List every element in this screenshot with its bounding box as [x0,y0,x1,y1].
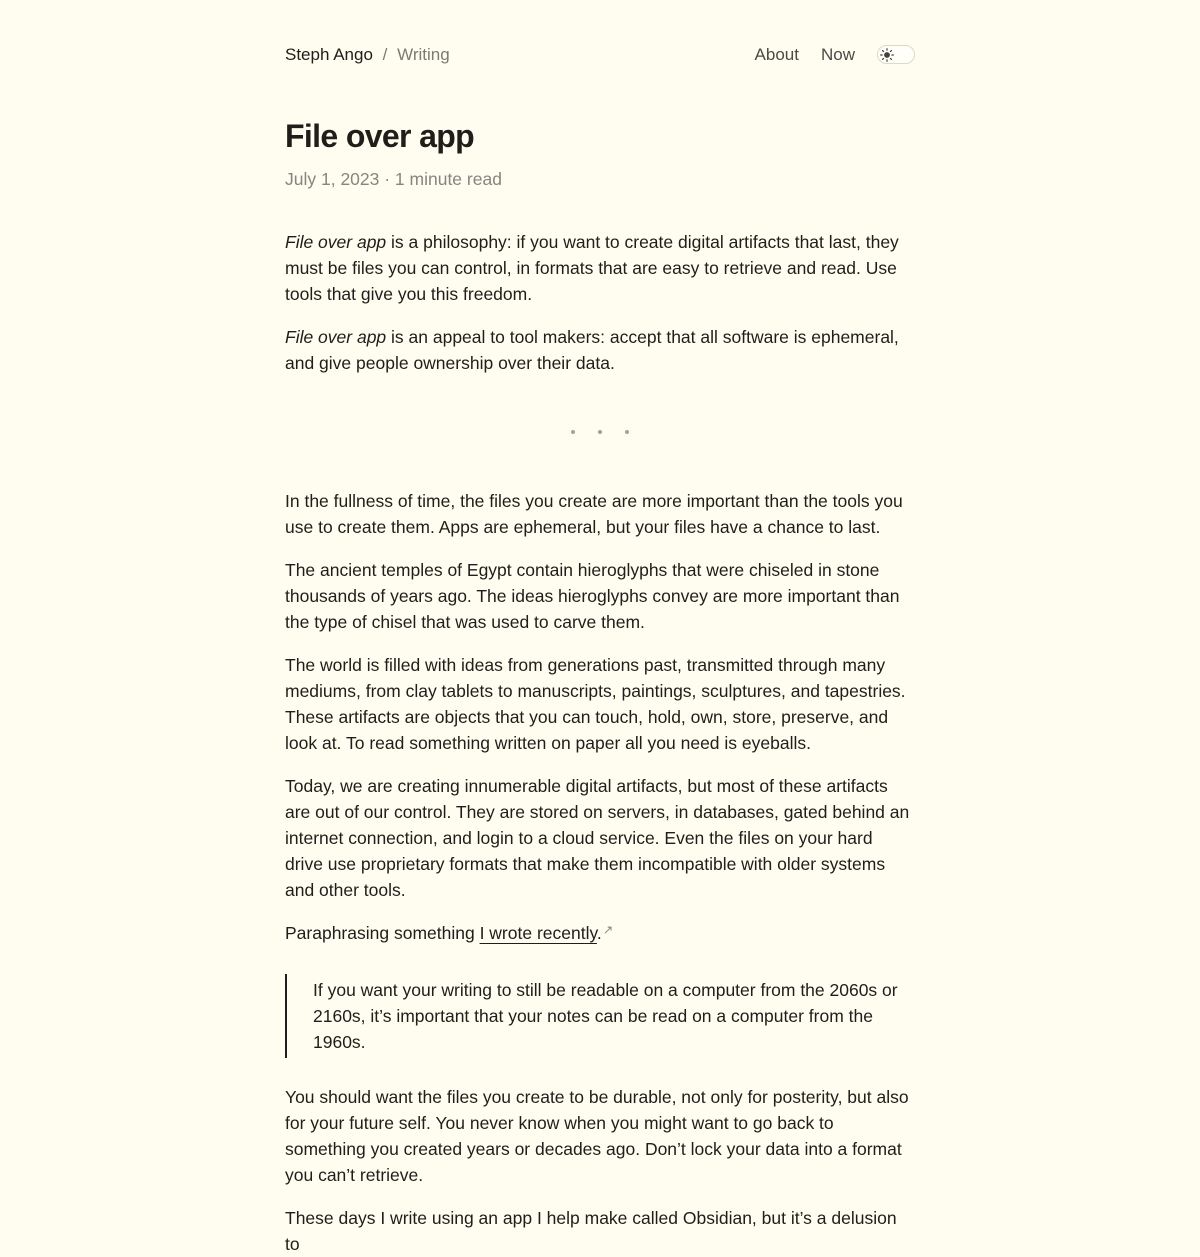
theme-toggle[interactable] [877,45,915,64]
breadcrumb [285,44,450,65]
breadcrumb-section-writing[interactable]: Writing [397,45,450,64]
section-divider [285,430,915,434]
paragraph: In the fullness of time, the files you create are more important than the tools you use to create them. Apps are ephemeral, but your files have a chance to last. [285,491,903,537]
paragraph-text: . [596,923,602,943]
blockquote [285,974,915,1058]
article-meta: July 1, 2023 · 1 minute read [285,169,502,189]
breadcrumb-separator: / [382,45,388,64]
external-link-arrow-icon: ↗ [602,923,614,937]
blockquote-text: If you want your writing to still be readable on a computer from the 2060s or 2160s, it’s important that your notes can be read on a computer from the 1960s. [313,980,898,1052]
paragraph: The ancient temples of Egypt contain hieroglyphs that were chiseled in stone thousands of years ago. The ideas hieroglyphs convey are more important than the type of chisel that was used to carve them. [285,560,900,632]
paragraph: These days I write using an app I help make called Obsidian, but it’s a delusion to [285,1208,897,1254]
paragraph-with-link [285,920,915,948]
paragraph [285,229,915,307]
sun-icon [880,48,894,62]
divider-dot [625,430,629,434]
paragraph-text: is a philosophy: if you want to create digital artifacts that last, they must be files you can control, in formats that are easy to retrieve and read. Use tools that give you this freedom. [285,232,899,304]
article-body [285,229,915,1257]
paragraph: The world is filled with ideas from generations past, transmitted through many mediums, from clay tablets to manuscripts, paintings, sculptures, and tapestries. These artifacts are objects that you can touch, hold, own, store, preserve, and look at. To read something written on paper all you need is eyeballs. [285,655,906,753]
main-content [285,117,915,1257]
link-i-wrote-recently[interactable]: I wrote recently [479,923,597,943]
page-title: File over app [285,118,475,154]
italic-lead: File over app [285,232,387,252]
site-name-link[interactable]: Steph Ango [285,45,373,64]
paragraph-text: Paraphrasing something [285,923,480,943]
italic-lead: File over app [285,327,387,347]
divider-dot [571,430,575,434]
paragraph: Today, we are creating innumerable digital artifacts, but most of these artifacts are out of our control. They are stored on servers, in databases, gated behind an internet connection, and login to a cloud service. Even the files on your hard drive use proprietary formats that make them incompatible with older systems and other tools. [285,776,910,900]
nav-link-about[interactable]: About [754,45,799,64]
top-nav [755,44,915,65]
site-header [285,0,915,65]
paragraph-text: is an appeal to tool makers: accept that all software is ephemeral, and give people ownership over their data. [285,327,899,373]
divider-dot [598,430,602,434]
nav-link-now[interactable]: Now [820,45,855,64]
page-column [285,0,915,1257]
paragraph [285,324,915,376]
paragraph: You should want the files you create to be durable, not only for posterity, but also for your future self. You never know when you might want to go back to something you created years or decades ago. Don’t lock your data into a format you can’t retrieve. [285,1087,909,1185]
